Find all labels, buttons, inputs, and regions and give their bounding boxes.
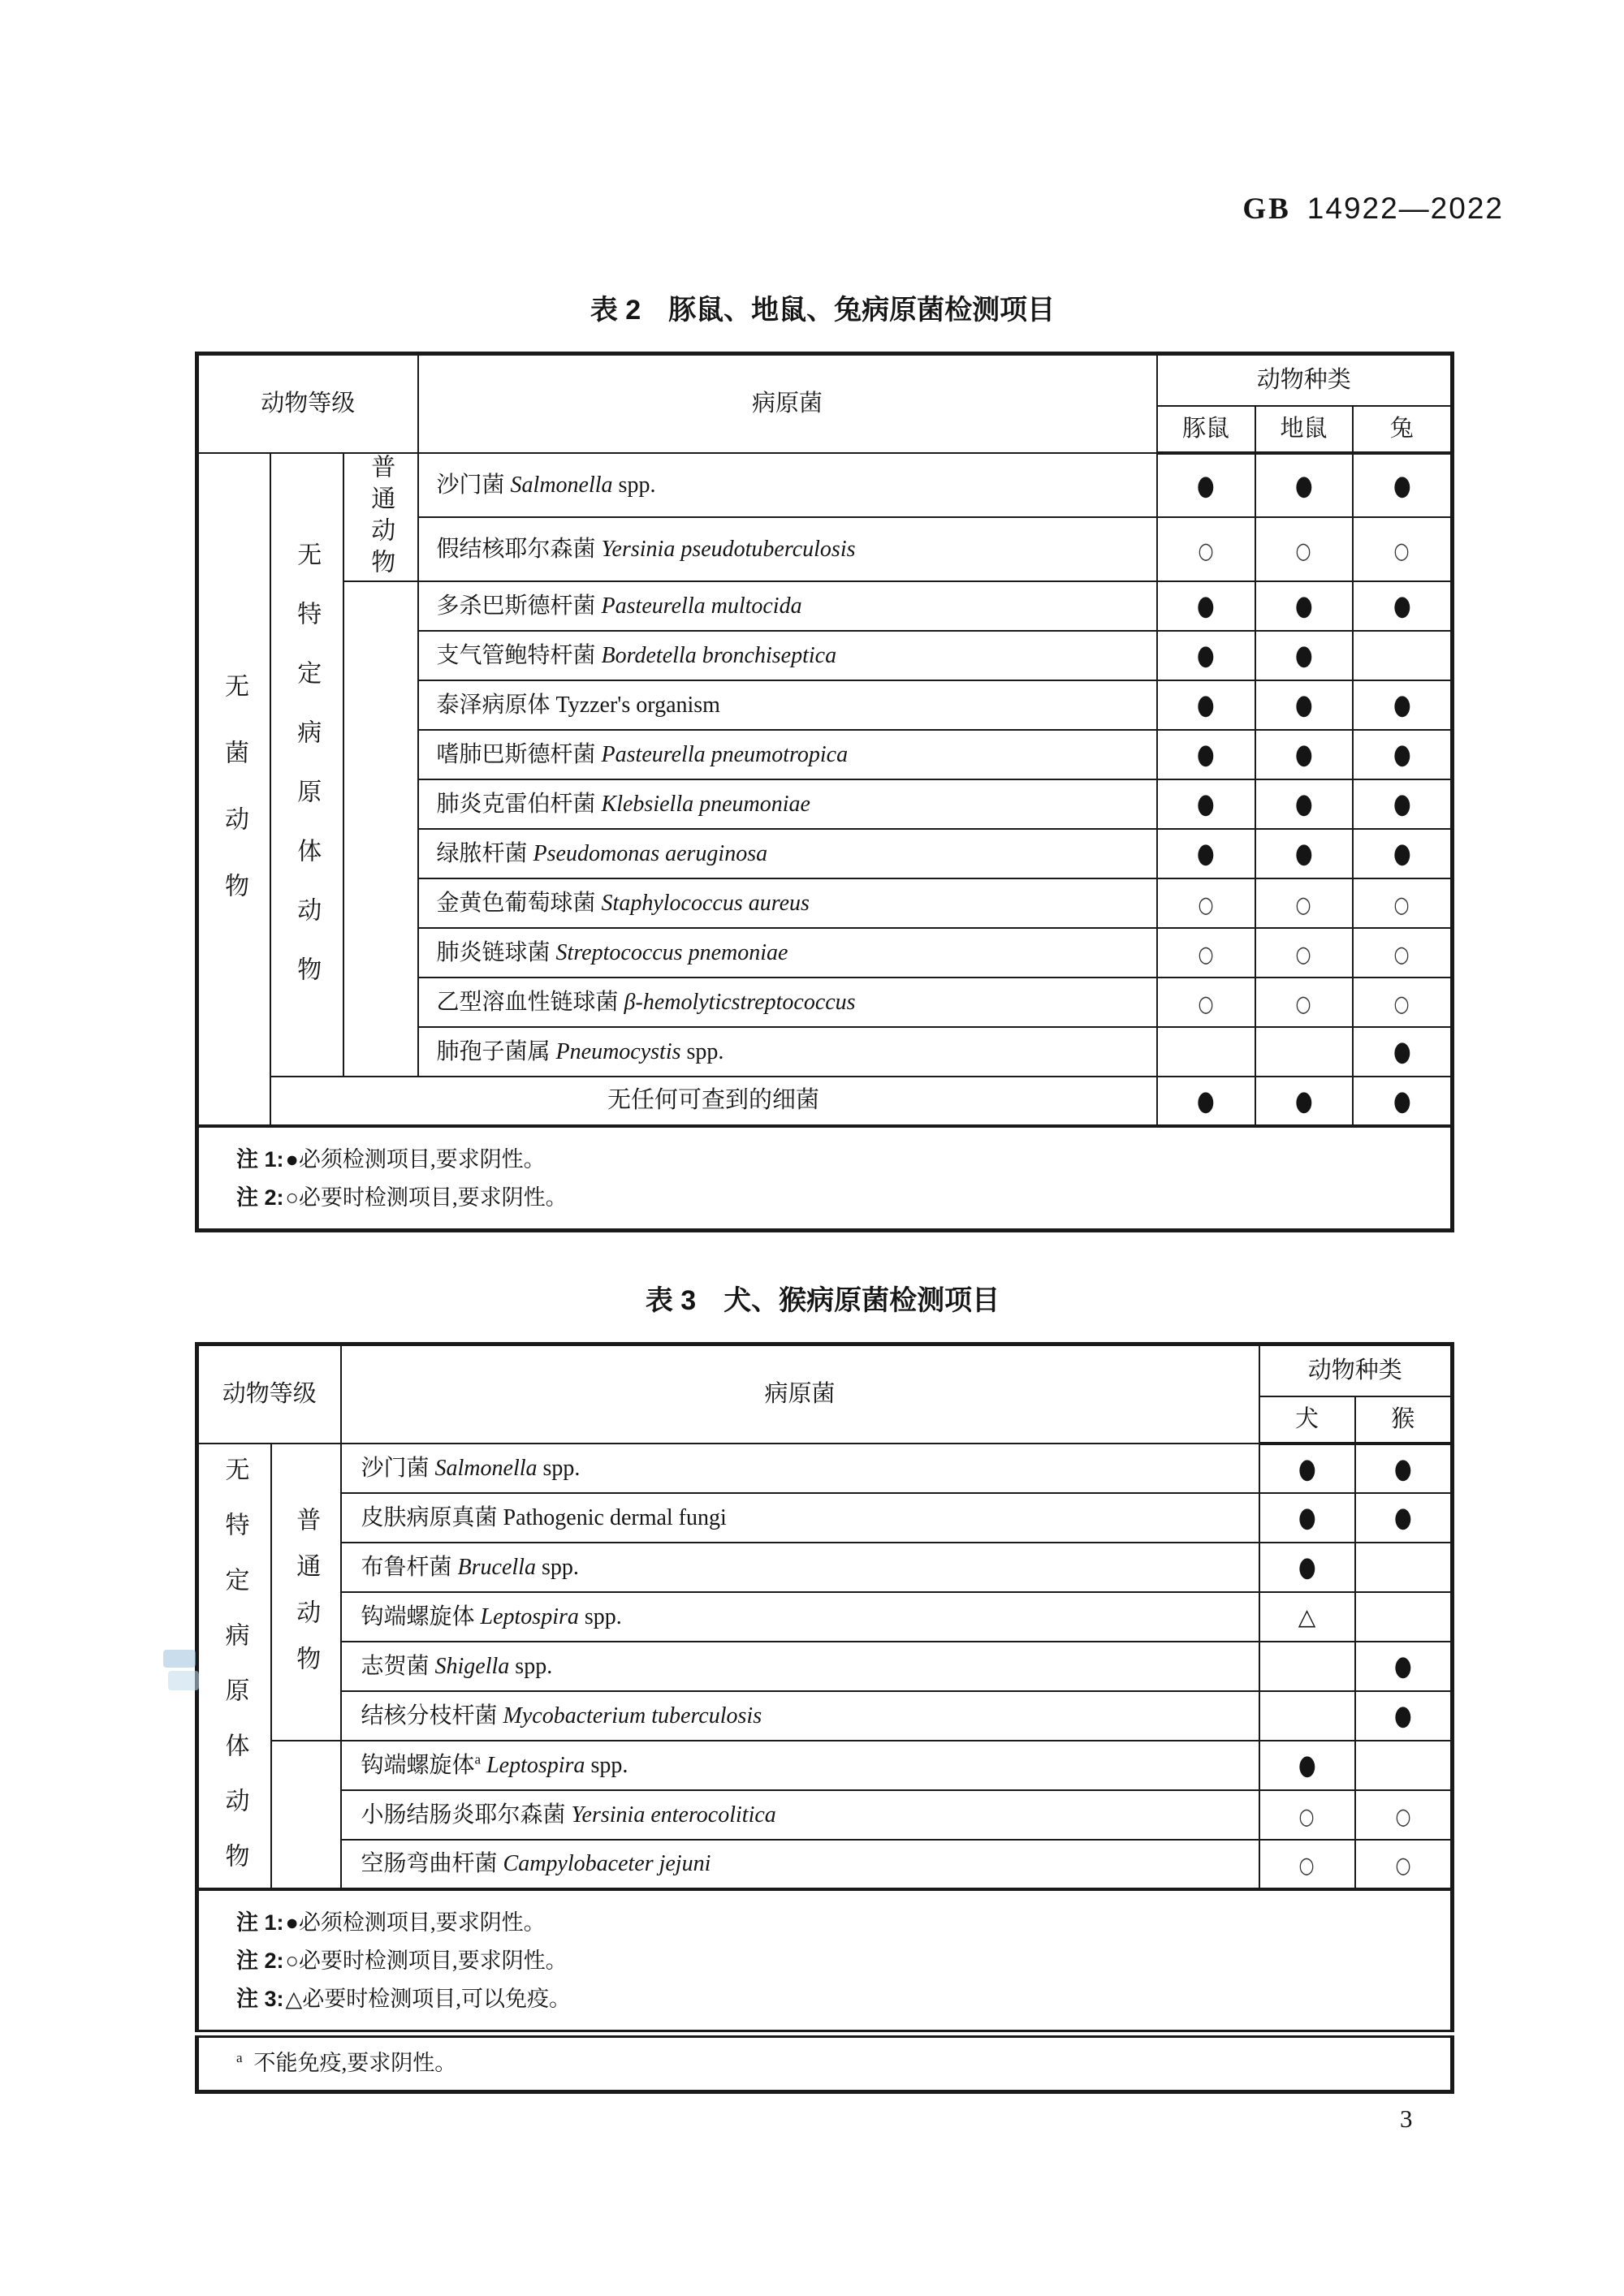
mark-cell	[1353, 730, 1453, 779]
pathogen-name-latin: Staphylococcus aureus	[601, 890, 810, 916]
mark-cell	[1353, 978, 1453, 1027]
mark-cell	[1355, 1691, 1453, 1741]
optional-marker: ○	[1393, 941, 1410, 968]
table2-header-row-1	[197, 354, 1453, 406]
mark-cell	[1157, 1077, 1255, 1126]
pathogen-name-cn: 志贺菌	[361, 1653, 430, 1679]
mark-cell	[1157, 517, 1255, 581]
table3-title	[195, 1278, 1450, 1318]
pathogen-name-latin: Yersinia enterocolitica	[571, 1802, 776, 1828]
pathogen-name-cell	[418, 453, 1157, 517]
required-marker: ●	[1197, 640, 1215, 671]
table3-number: 表 3	[645, 1285, 697, 1316]
optional-marker: ○	[1198, 941, 1214, 968]
table-row	[197, 1493, 1453, 1543]
optional-marker: ○	[1198, 537, 1214, 564]
mark-cell	[1157, 978, 1255, 1027]
pathogen-name-cell	[418, 517, 1157, 581]
mark-cell	[1255, 978, 1353, 1027]
required-marker: ●	[1393, 788, 1411, 820]
footnote-marker: a	[236, 2049, 243, 2065]
pathogen-name-cn: 肺炎链球菌	[436, 939, 551, 965]
no-detectable-bacteria-label: 无任何可查到的细菌	[270, 1077, 1157, 1126]
mark-cell	[1259, 1790, 1355, 1840]
mark-cell	[1353, 928, 1453, 978]
pathogen-name-cn: 空肠弯曲杆菌	[361, 1851, 498, 1876]
required-marker: ●	[1294, 689, 1313, 721]
table-row	[197, 1691, 1453, 1741]
grade-label: 无特定病原体动物	[221, 1457, 248, 1898]
required-marker: ●	[1197, 689, 1215, 721]
pathogen-name-cn: 钩端螺旋体	[361, 1603, 475, 1629]
mark-cell	[1355, 1741, 1453, 1790]
grade-germ-free-animals	[197, 453, 270, 1126]
required-marker: ●	[1393, 1700, 1412, 1732]
required-marker: ●	[1294, 838, 1313, 870]
table3-caption: 犬、猴病原菌检测项目	[723, 1285, 1000, 1316]
mark-cell	[1355, 1444, 1453, 1493]
pathogen-name-cell	[418, 829, 1157, 878]
optional-marker: ○	[1395, 1803, 1411, 1830]
header-animal-grade: 动物等级	[197, 1344, 341, 1444]
header-pathogen: 病原菌	[418, 354, 1157, 453]
pathogen-name-latin-roman: spp.	[618, 472, 656, 498]
pathogen-name-latin-roman: spp.	[686, 1038, 724, 1064]
table-row	[197, 1543, 1453, 1592]
header-animal-grade: 动物等级	[197, 354, 418, 453]
watermark-logo	[163, 1646, 199, 1695]
table-footnote-cell	[197, 2034, 1453, 2092]
mark-cell	[1157, 878, 1255, 928]
required-marker: ●	[1393, 1502, 1412, 1534]
table-notes-cell	[197, 1889, 1453, 2034]
grade-empty-cell	[343, 581, 418, 1077]
mark-cell	[1353, 1077, 1453, 1126]
pathogen-name-cell	[418, 581, 1157, 631]
note-line	[236, 1942, 1434, 1980]
pathogen-name-cell	[418, 1027, 1157, 1077]
pathogen-name-cn: 沙门菌	[361, 1455, 430, 1481]
mark-cell	[1353, 878, 1453, 928]
pathogen-name-cn: 泰泽病原体	[436, 692, 551, 718]
footnote-row	[197, 2034, 1453, 2092]
pathogen-name-cn: 绿脓杆菌	[436, 840, 528, 866]
grade-label: 普通动物	[292, 1506, 320, 1692]
required-marker: ●	[1294, 590, 1313, 622]
required-marker: ●	[1197, 788, 1215, 820]
pathogen-name-cell	[341, 1493, 1259, 1543]
pathogen-name-cell	[418, 680, 1157, 730]
note-label: 注 2:	[236, 1185, 284, 1210]
note-label: 注 3:	[236, 1986, 284, 2011]
note-line	[236, 1980, 1434, 2018]
required-marker: ●	[1298, 1452, 1316, 1485]
note-label: 注 2:	[236, 1948, 284, 1973]
note-line	[236, 1904, 1434, 1942]
required-marker: ●	[1393, 590, 1411, 622]
pathogen-name-cn: 布鲁杆菌	[361, 1554, 452, 1580]
table-row	[197, 1077, 1453, 1126]
pathogen-name-cell	[341, 1840, 1259, 1889]
table3-pathogen-table	[195, 1342, 1454, 2094]
pathogen-name-latin: Salmonella	[510, 472, 613, 498]
pathogen-name-cn: 金黄色葡萄球菌	[436, 890, 596, 916]
required-marker: ●	[1393, 1452, 1412, 1485]
pathogen-name-cn: 结核分枝杆菌	[361, 1703, 498, 1728]
pathogen-name-cell	[418, 730, 1157, 779]
optional-marker: ○	[1295, 941, 1312, 968]
footnote-ref: a	[474, 1751, 482, 1767]
mark-cell	[1157, 453, 1255, 517]
pathogen-name-cell	[418, 928, 1157, 978]
required-marker: ●	[1298, 1502, 1316, 1534]
required-marker: ●	[1298, 1750, 1316, 1781]
note-label: 注 1:	[236, 1910, 284, 1935]
pathogen-name-latin: Leptospira	[486, 1752, 585, 1778]
required-marker: ●	[1197, 469, 1215, 502]
mark-cell	[1355, 1543, 1453, 1592]
grade-spf-animals	[270, 453, 343, 1077]
mark-cell	[1353, 829, 1453, 878]
pathogen-name-latin: Salmonella	[434, 1455, 538, 1481]
table-row	[197, 1741, 1453, 1790]
note-text: ○必要时检测项目,要求阴性。	[285, 1948, 568, 1973]
pathogen-name-cn: 肺炎克雷伯杆菌	[436, 791, 596, 817]
required-marker: ●	[1393, 1036, 1411, 1068]
pathogen-name-cell	[341, 1642, 1259, 1691]
note-line	[236, 1179, 1434, 1217]
mark-cell	[1255, 517, 1353, 581]
grade-label: 无菌动物	[221, 673, 248, 939]
required-marker: ●	[1294, 788, 1313, 820]
mark-cell	[1355, 1592, 1453, 1642]
table3-header-row-1	[197, 1344, 1453, 1396]
mark-cell	[1355, 1642, 1453, 1691]
grade-spf-animals	[197, 1444, 271, 1898]
mark-cell	[1255, 878, 1353, 928]
required-marker: ●	[1197, 838, 1215, 870]
mark-cell	[1259, 1691, 1355, 1741]
table-row	[197, 581, 1453, 631]
required-marker: ●	[1294, 469, 1313, 502]
standard-number: 14922—2022	[1307, 192, 1504, 225]
pathogen-name-latin: Shigella	[434, 1653, 510, 1679]
optional-marker: ○	[1295, 990, 1312, 1017]
mark-cell	[1255, 581, 1353, 631]
standard-prefix: GB	[1242, 192, 1291, 226]
mark-cell	[1259, 1741, 1355, 1790]
immunizable-marker: △	[1298, 1603, 1316, 1630]
grade-conventional-animals	[271, 1444, 341, 1741]
pathogen-name-latin: Brucella	[457, 1554, 536, 1580]
grade-empty-cell	[271, 1741, 341, 1889]
mark-cell	[1157, 1027, 1255, 1077]
grade-label: 普通动物	[367, 453, 395, 580]
pathogen-name-cn: 皮肤病原真菌	[361, 1504, 498, 1530]
mark-cell	[1259, 1642, 1355, 1691]
mark-cell	[1355, 1493, 1453, 1543]
optional-marker: ○	[1393, 891, 1410, 918]
pathogen-name-latin-roman: spp.	[584, 1603, 622, 1629]
mark-cell	[1353, 779, 1453, 829]
mark-cell	[1259, 1840, 1355, 1889]
pathogen-name-latin-roman: spp.	[541, 1554, 579, 1580]
pathogen-name-cell	[418, 631, 1157, 680]
pathogen-name-latin: Streptococcus pnemoniae	[555, 939, 788, 965]
notes-row	[197, 1126, 1453, 1231]
note-text: ○必要时检测项目,要求阴性。	[285, 1185, 568, 1210]
pathogen-name-cn: 乙型溶血性链球菌	[436, 989, 619, 1015]
optional-marker: ○	[1393, 990, 1410, 1017]
table2-pathogen-table	[195, 352, 1454, 1232]
mark-cell	[1353, 517, 1453, 581]
mark-cell	[1255, 631, 1353, 680]
pathogen-name-cell	[341, 1543, 1259, 1592]
table-row	[197, 1642, 1453, 1691]
note-text: ●必须检测项目,要求阴性。	[285, 1146, 546, 1172]
pathogen-name-cell	[418, 779, 1157, 829]
required-marker: ●	[1197, 739, 1215, 770]
pathogen-name-cn: 多杀巴斯德杆菌	[436, 593, 596, 619]
pathogen-name-latin: Campylobaceter jejuni	[503, 1851, 711, 1876]
required-marker: ●	[1294, 739, 1313, 770]
mark-cell	[1157, 779, 1255, 829]
table-row	[197, 1790, 1453, 1840]
optional-marker: ○	[1198, 990, 1214, 1017]
mark-cell	[1355, 1840, 1453, 1889]
table2-number: 表 2	[590, 295, 641, 326]
pathogen-name-cn: 假结核耶尔森菌	[436, 536, 596, 562]
pathogen-name-cell	[418, 978, 1157, 1027]
note-line	[236, 1141, 1434, 1179]
note-text: ●必须检测项目,要求阴性。	[285, 1910, 546, 1935]
header-species-rabbit: 兔	[1353, 406, 1453, 453]
pathogen-name-latin: Pasteurella multocida	[601, 593, 802, 619]
optional-marker: ○	[1395, 1853, 1411, 1879]
page-number: 3	[1400, 2104, 1413, 2133]
mark-cell	[1157, 680, 1255, 730]
table2-caption: 豚鼠、地鼠、兔病原菌检测项目	[668, 295, 1056, 326]
mark-cell	[1353, 680, 1453, 730]
pathogen-name-cell	[341, 1691, 1259, 1741]
table-notes-cell	[197, 1126, 1453, 1231]
mark-cell	[1353, 1027, 1453, 1077]
pathogen-name-latin-roman: Tyzzer's organism	[555, 692, 720, 718]
optional-marker: ○	[1295, 537, 1312, 564]
mark-cell	[1255, 829, 1353, 878]
watermark-shape	[163, 1650, 196, 1668]
mark-cell	[1157, 829, 1255, 878]
pathogen-name-cn: 小肠结肠炎耶尔森菌	[361, 1802, 566, 1828]
pathogen-name-cell	[341, 1741, 1259, 1790]
note-label: 注 1:	[236, 1146, 284, 1172]
table-row	[197, 1592, 1453, 1642]
pathogen-name-cn: 支气管鲍特杆菌	[436, 642, 596, 668]
mark-cell	[1259, 1493, 1355, 1543]
pathogen-name-latin-roman: spp.	[515, 1653, 553, 1679]
mark-cell	[1259, 1592, 1355, 1642]
footnote-text: 不能免疫,要求阴性。	[253, 2050, 457, 2075]
header-species-group: 动物种类	[1259, 1344, 1453, 1396]
optional-marker: ○	[1295, 891, 1312, 918]
pathogen-name-latin-roman: Pathogenic dermal fungi	[503, 1504, 727, 1530]
pathogen-name-cn: 嗜肺巴斯德杆菌	[436, 741, 596, 767]
header-species-guinea-pig: 豚鼠	[1157, 406, 1255, 453]
mark-cell	[1353, 631, 1453, 680]
pathogen-name-cell	[341, 1592, 1259, 1642]
optional-marker: ○	[1393, 537, 1410, 564]
optional-marker: ○	[1298, 1853, 1315, 1879]
table2-title	[195, 287, 1450, 327]
mark-cell	[1255, 730, 1353, 779]
pathogen-name-cn: 沙门菌	[436, 472, 505, 498]
optional-marker: ○	[1298, 1803, 1315, 1830]
required-marker: ●	[1393, 739, 1411, 770]
mark-cell	[1259, 1444, 1355, 1493]
required-marker: ●	[1197, 590, 1215, 622]
grade-conventional-animals	[343, 453, 418, 581]
pathogen-name-latin-roman: spp.	[542, 1455, 581, 1481]
mark-cell	[1255, 1077, 1353, 1126]
header-species-monkey: 猴	[1355, 1396, 1453, 1444]
pathogen-name-cell	[341, 1790, 1259, 1840]
header-species-hamster: 地鼠	[1255, 406, 1353, 453]
pathogen-name-latin: Yersinia pseudotuberculosis	[601, 536, 856, 562]
header-species-group: 动物种类	[1157, 354, 1453, 406]
mark-cell	[1255, 928, 1353, 978]
pathogen-name-latin: Pasteurella pneumotropica	[601, 741, 849, 767]
grade-label: 无特定病原体动物	[293, 541, 321, 1016]
pathogen-name-latin: Mycobacterium tuberculosis	[503, 1703, 762, 1728]
pathogen-name-latin: Pneumocystis	[555, 1038, 681, 1064]
pathogen-name-latin-roman: spp.	[590, 1752, 628, 1778]
required-marker: ●	[1393, 689, 1411, 721]
mark-cell	[1157, 730, 1255, 779]
header-pathogen: 病原菌	[341, 1344, 1259, 1444]
mark-cell	[1157, 581, 1255, 631]
pathogen-name-cell	[418, 878, 1157, 928]
required-marker: ●	[1393, 838, 1411, 870]
pathogen-name-cell	[341, 1444, 1259, 1493]
mark-cell	[1353, 581, 1453, 631]
mark-cell	[1157, 631, 1255, 680]
pathogen-name-latin: Pseudomonas aeruginosa	[533, 840, 768, 866]
required-marker: ●	[1197, 1085, 1215, 1117]
table-row	[197, 453, 1453, 517]
pathogen-name-latin: Bordetella bronchiseptica	[601, 642, 837, 668]
required-marker: ●	[1294, 1085, 1313, 1117]
pathogen-name-latin: Leptospira	[480, 1603, 579, 1629]
required-marker: ●	[1393, 1651, 1412, 1682]
required-marker: ●	[1294, 640, 1313, 671]
pathogen-name-cn: 钩端螺旋体	[361, 1752, 475, 1778]
required-marker: ●	[1393, 1085, 1411, 1117]
mark-cell	[1255, 779, 1353, 829]
note-text: △必要时检测项目,可以免疫。	[285, 1986, 572, 2011]
mark-cell	[1353, 453, 1453, 517]
header-species-dog: 犬	[1259, 1396, 1355, 1444]
optional-marker: ○	[1198, 891, 1214, 918]
pathogen-name-cn: 肺孢子菌属	[436, 1038, 551, 1064]
required-marker: ●	[1298, 1552, 1316, 1583]
watermark-shape	[168, 1671, 199, 1690]
mark-cell	[1259, 1543, 1355, 1592]
mark-cell	[1255, 680, 1353, 730]
standard-code	[1242, 192, 1504, 227]
mark-cell	[1157, 928, 1255, 978]
mark-cell	[1355, 1790, 1453, 1840]
mark-cell	[1255, 1027, 1353, 1077]
pathogen-name-latin: Klebsiella pneumoniae	[601, 791, 810, 817]
mark-cell	[1255, 453, 1353, 517]
table-row	[197, 1444, 1453, 1493]
table-row	[197, 1840, 1453, 1889]
required-marker: ●	[1393, 469, 1411, 502]
pathogen-name-latin: β-hemolyticstreptococcus	[624, 989, 856, 1015]
notes-row	[197, 1889, 1453, 2034]
